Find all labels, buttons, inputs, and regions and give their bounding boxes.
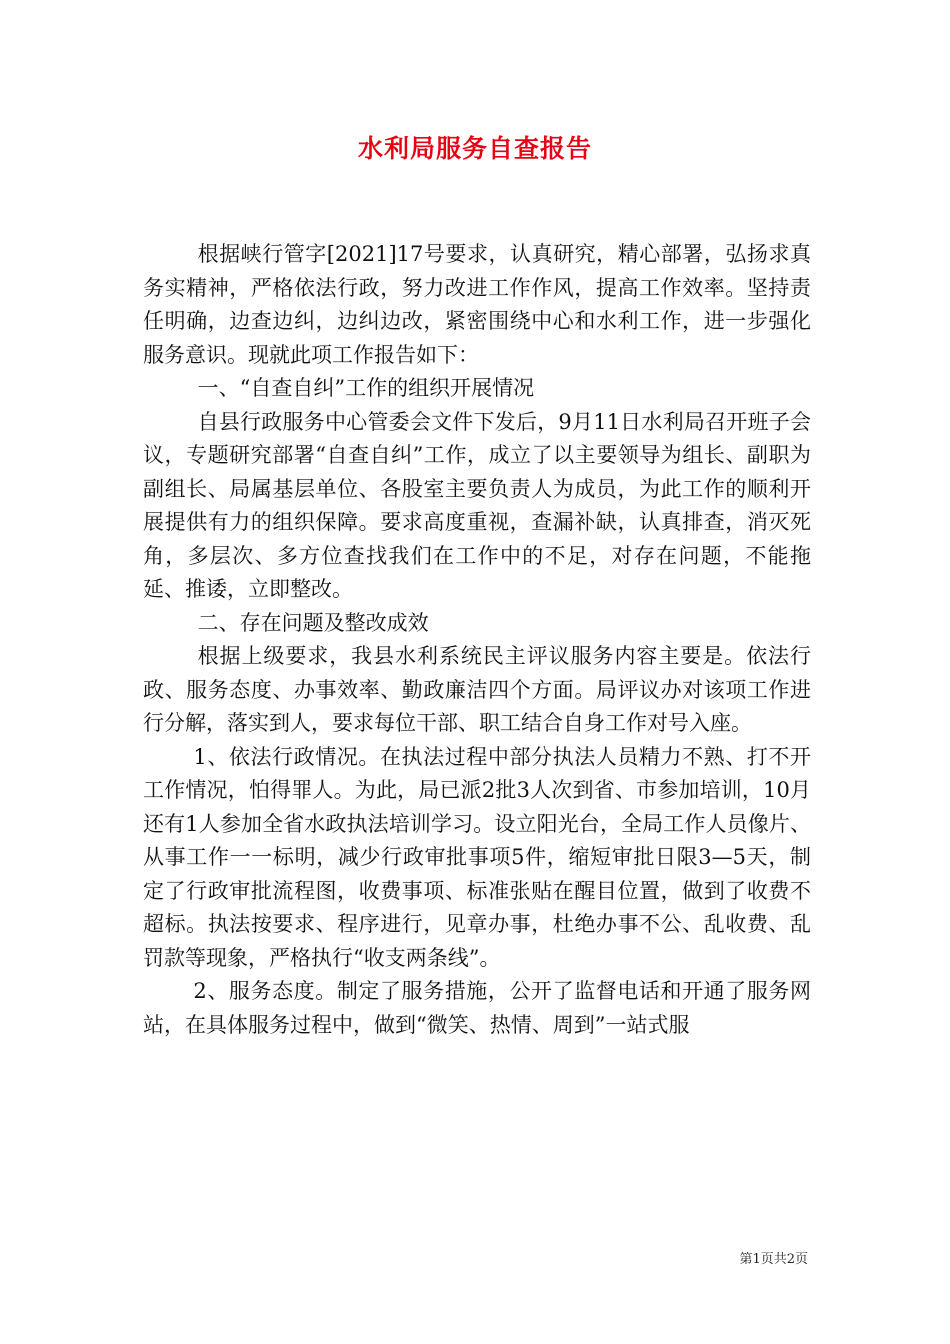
item-1-paragraph: 1、依法行政情况。在执法过程中部分执法人员精力不熟、打不开工作情况，怕得罪人。为此，局已派2批3人次到省、市参加培训，10月还有1人参加全省水政执法培训学习。设立阳光台，全局工作人员像片、从事工作一一标明，减少行政审批事项5件，缩短审批日限3—5天，制定了行政审批流程图，收费事项、标准张贴在醒目位置，做到了收费不超标。执法按要求、程序进行，见章办事，杜绝办事不公、乱收费、乱罚款等现象，严格执行“收支两条线”。 — [143, 744, 811, 970]
section-2-paragraph: 根据上级要求，我县水利系统民主评议服务内容主要是。依法行政、服务态度、办事效率、勤政廉洁四个方面。局评议办对该项工作进行分解，落实到人，要求每位干部、职工结合自身工作对号入座。 — [143, 644, 811, 735]
section-heading-2: 二、存在问题及整改成效 — [197, 610, 429, 635]
page-number: 第1页共2页 — [739, 1252, 808, 1267]
page-title: 水利局服务自查报告 — [357, 134, 592, 163]
document-body — [143, 238, 811, 1042]
item-2-paragraph: 2、服务态度。制定了服务措施，公开了监督电话和开通了服务网站，在具体服务过程中，做到“微笑、热情、周到”一站式服 — [143, 979, 811, 1037]
intro-paragraph: 根据峡行管字[2021]17号要求，认真研究，精心部署，弘扬求真务实精神，严格依法行政，努力改进工作作风，提高工作效率。坚持责任明确，边查边纠，边纠边改，紧密围绕中心和水利工作，进一步强化服务意识。现就此项工作报告如下： — [143, 242, 811, 367]
section-heading-1: 一、“自查自纠”工作的组织开展情况 — [197, 376, 535, 400]
section-1-paragraph: 自县行政服务中心管委会文件下发后，9月11日水利局召开班子会议，专题研究部署“自查自纠”工作，成立了以主要领导为组长、副职为副组长、局属基层单位、各股室主要负责人为成员，为此工作的顺利开展提供有力的组织保障。要求高度重视，查漏补缺，认真排查，消灭死角，多层次、多方位查找我们在工作中的不足，对存在问题，不能拖延、推诿，立即整改。 — [143, 409, 811, 601]
